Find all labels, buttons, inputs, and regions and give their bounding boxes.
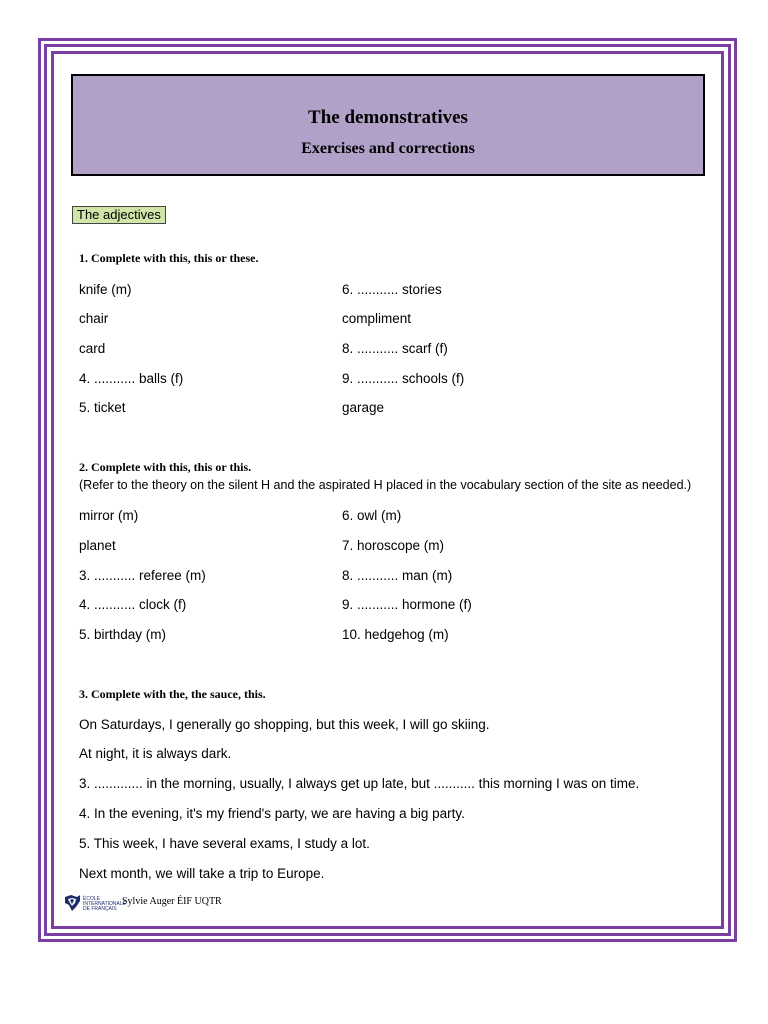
exercise3-sentence: On Saturdays, I generally go shopping, but this week, I will go skiing. xyxy=(79,717,490,732)
exercise2-item: mirror (m) xyxy=(79,508,139,523)
exercise1-item: 4. ........... balls (f) xyxy=(79,371,184,386)
svg-text:DE FRANÇAIS: DE FRANÇAIS xyxy=(83,906,117,912)
exercise2-item: planet xyxy=(79,538,116,553)
footer-credit: Sylvie Auger ÉIF UQTR xyxy=(122,896,222,907)
section-tag: The adjectives xyxy=(72,206,166,224)
exercise3-sentence: At night, it is always dark. xyxy=(79,746,232,761)
exercise1-item: compliment xyxy=(342,311,412,326)
exercise2-item: 4. ........... clock (f) xyxy=(79,597,187,612)
exercise3-sentence: Next month, we will take a trip to Europe. xyxy=(79,866,325,881)
exercise2-item: 10. hedgehog (m) xyxy=(342,627,449,642)
exercise2-note: (Refer to the theory on the silent H and the aspirated H placed in the vocabulary section of the site as needed.) xyxy=(79,478,692,492)
exercise1-item: 5. ticket xyxy=(79,400,126,415)
exercise2-item: 8. ........... man (m) xyxy=(342,568,453,583)
svg-text:INTERNATIONALE: INTERNATIONALE xyxy=(83,901,126,907)
school-logo xyxy=(64,893,126,913)
exercise1-item: 6. ........... stories xyxy=(342,282,442,297)
exercise1-heading: 1. Complete with this, this or these. xyxy=(79,251,259,265)
page-title: The demonstratives xyxy=(308,107,468,128)
exercise2-item: 6. owl (m) xyxy=(342,508,402,523)
exercise3-sentence: 5. This week, I have several exams, I study a lot. xyxy=(79,836,370,851)
exercise2-item: 7. horoscope (m) xyxy=(342,538,445,553)
exercise1-item: 8. ........... scarf (f) xyxy=(342,341,448,356)
exercise3-sentence: 3. ............. in the morning, usually, I always get up late, but ........... this morning I was on time. xyxy=(79,776,640,791)
exercise1-item: garage xyxy=(342,400,385,415)
exercise2-item: 5. birthday (m) xyxy=(79,627,167,642)
exercise2-heading: 2. Complete with this, this or this. xyxy=(79,460,252,474)
exercise3-sentence: 4. In the evening, it's my friend's party, we are having a big party. xyxy=(79,806,465,821)
page-subtitle: Exercises and corrections xyxy=(301,140,475,157)
title-box xyxy=(71,74,705,176)
svg-text:ÉCOLE: ÉCOLE xyxy=(83,896,100,902)
exercise2-item: 9. ........... hormone (f) xyxy=(342,597,472,612)
exercise2-item: 3. ........... referee (m) xyxy=(79,568,206,583)
exercise1-item: knife (m) xyxy=(79,282,132,297)
exercise1-item: chair xyxy=(79,311,109,326)
exercise1-item: 9. ........... schools (f) xyxy=(342,371,465,386)
exercise3-heading: 3. Complete with the, the sauce, this. xyxy=(79,687,266,701)
exercise1-item: card xyxy=(79,341,106,356)
